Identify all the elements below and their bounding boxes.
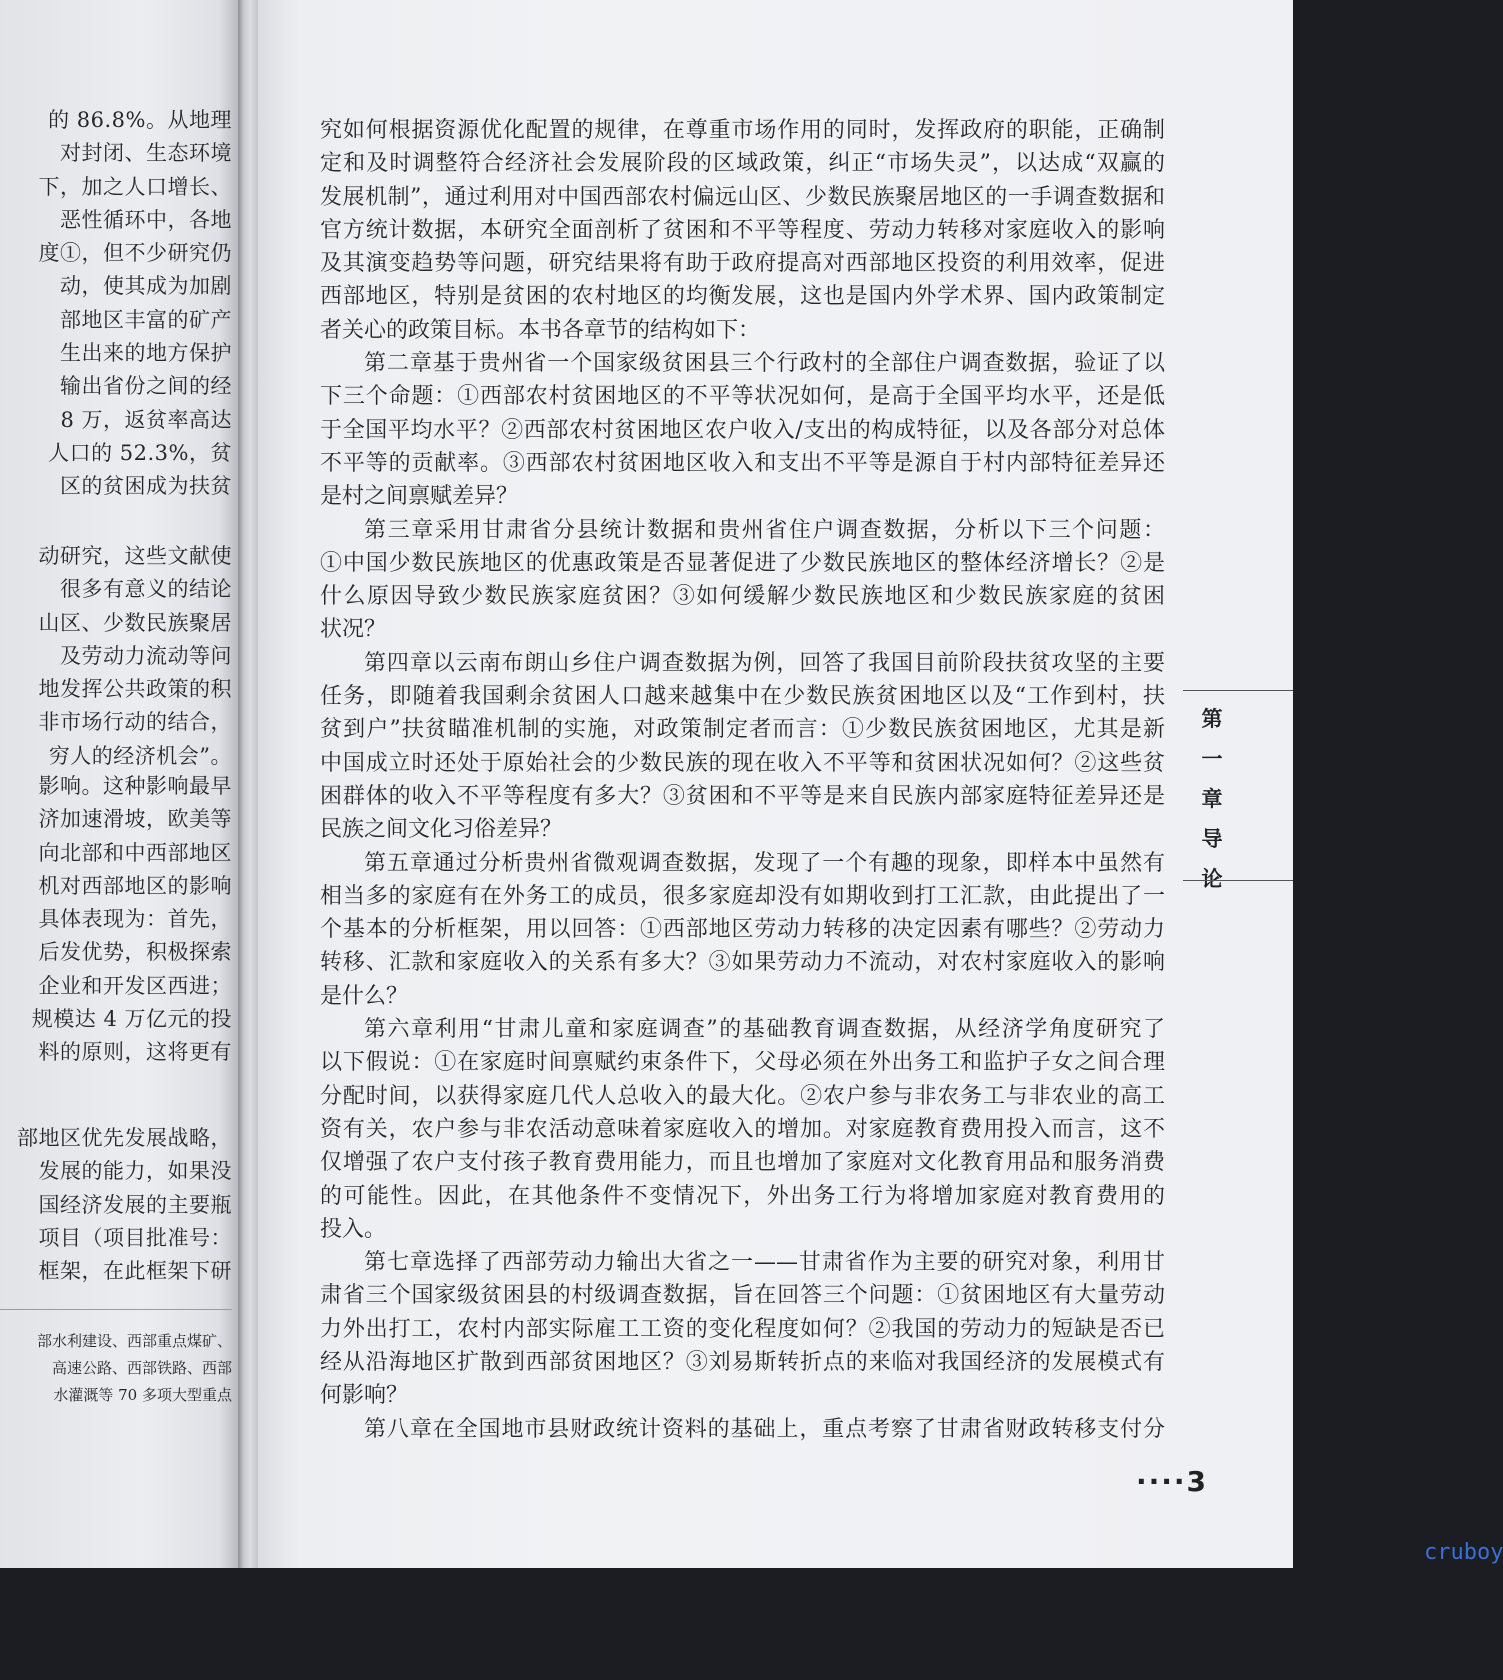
page-number: ····3 [1136,1465,1209,1498]
text-line: 定和及时调整符合经济社会发展阶段的区域政策，纠正“市场失灵”，以达成“双赢的 [320,151,1165,177]
text-line: 国经济发展的主要瓶 [38,1192,232,1217]
text-line: 第二章基于贵州省一个国家级贫困县三个行政村的全部住户调查数据，验证了以 [364,351,1165,377]
footnote-line: 部水利建设、西部重点煤矿、 [36,1332,232,1350]
text-line: 第六章利用“甘肃儿童和家庭调查”的基础教育调查数据，从经济学角度研究了 [364,1017,1165,1043]
footnote-line: 水灌溉等 70 多项大型重点 [53,1385,232,1404]
text-line: ①中国少数民族地区的优惠政策是否显著促进了少数民族地区的整体经济增长？②是 [320,550,1165,576]
text-line: 穷人的经济机会”。 [48,743,232,768]
paragraph [320,847,1165,1013]
text-line: 资有关，农户参与非农活动意味着家庭收入的增加。对家庭教育费用投入而言，这不 [320,1116,1165,1142]
text-line: 很多有意义的结论 [60,577,232,602]
chapter-tab-rule-top [1183,690,1293,691]
left-footnotes [0,1328,232,1408]
text-line: 机对西部地区的影响 [38,873,232,898]
tab-char: 导 [1201,827,1223,851]
text-line: 人口的 52.3%，贫 [48,440,232,465]
text-line: 框架，在此框架下研 [38,1259,232,1284]
text-line: 第八章在全国地市县财政统计资料的基础上，重点考察了甘肃省财政转移支付分 [364,1416,1165,1442]
text-line: 以下假说：①在家庭时间禀赋约束条件下，父母必须在外出务工和监护子女之间合理 [320,1050,1165,1076]
text-line: 项目（项目批准号： [38,1225,232,1250]
text-line: 及劳动力流动等问 [60,643,232,668]
text-line: 山区、少数民族聚居 [38,610,232,635]
text-line: 力外出打工，农村内部实际雇工工资的变化程度如何？②我国的劳动力的短缺是否已 [320,1316,1165,1342]
text-line: 部地区丰富的矿产 [60,307,232,332]
text-line: 企业和开发区西进； [38,973,232,998]
text-line: 8 万，返贫率高达 [60,407,232,432]
text-line: 何影响？ [320,1383,409,1409]
tab-char: 章 [1201,787,1223,811]
text-line: 动研究，这些文献使 [38,544,232,568]
text-line: 度①，但不少研究仍 [38,241,232,266]
text-line: 第七章选择了西部劳动力输出大省之一——甘肃省作为主要的研究对象，利用甘 [364,1250,1165,1276]
text-line: 生出来的地方保护 [60,341,232,366]
paragraph [320,114,1165,347]
text-line: 中国成立时还处于原始社会的少数民族的现在收入不平等和贫困状况如何？②这些贫 [320,750,1165,776]
text-line: 地发挥公共政策的积 [38,677,232,702]
text-line: 个基本的分析框架，用以回答：①西部地区劳动力转移的决定因素有哪些？②劳动力 [320,917,1165,943]
text-line: 投入。 [320,1216,387,1242]
text-line: 发展的能力，如果没 [38,1159,232,1184]
text-line: 规模达 4 万亿元的投 [31,1007,232,1032]
text-line: 及其演变趋势等问题，研究结果将有助于政府提高对西部地区投资的利用效率，促进 [320,251,1165,277]
text-line: 者关心的政策目标。本书各章节的结构如下： [320,317,761,343]
left-paragraph [0,104,232,504]
paragraph [320,1246,1165,1412]
paragraph [320,1413,1165,1446]
text-line: 不平等的贡献率。③西部农村贫困地区收入和支出不平等是源自于村内部特征差异还 [320,450,1165,476]
text-line: 后发优势，积极探索 [38,940,232,965]
text-line: 料的原则，这将更有 [38,1040,232,1065]
left-page [0,0,238,1568]
left-paragraph [0,770,232,1070]
text-line: 第四章以云南布朗山乡住户调查数据为例，回答了我国目前阶段扶贫攻坚的主要 [364,650,1165,676]
text-line: 下三个命题：①西部农村贫困地区的不平等状况如何，是高于全国平均水平，还是低 [320,384,1165,410]
text-line: 的可能性。因此，在其他条件不变情况下，外出务工行为将增加家庭对教育费用的 [320,1183,1165,1209]
text-line: 相当多的家庭有在外务工的成员，很多家庭却没有如期收到打工汇款，由此提出了一 [320,883,1165,909]
tab-char: 一 [1201,747,1223,771]
text-line: 影响。这种影响最早 [38,774,232,798]
body-text [320,114,1165,1446]
text-line: 西部地区，特别是贫困的农村地区的均衡发展，这也是国内外学术界、国内政策制定 [320,284,1165,310]
text-line: 第五章通过分析贵州省微观调查数据，发现了一个有趣的现象，即样本中虽然有 [364,850,1165,876]
left-paragraph [0,540,232,773]
text-line: 部地区优先发展战略， [17,1126,232,1150]
text-line: 第三章采用甘肃省分县统计数据和贵州省住户调查数据，分析以下三个问题： [364,517,1165,543]
left-paragraph [0,1122,232,1288]
text-line: 分配时间，以获得家庭几代人总收入的最大化。②农户参与非农务工与非农业的高工 [320,1083,1165,1109]
paragraph [320,347,1165,513]
text-line: 贫到户”扶贫瞄准机制的实施，对政策制定者而言：①少数民族贫困地区，尤其是新 [320,717,1165,743]
book-spine [238,0,258,1568]
chapter-tab-rule-bottom [1183,880,1293,881]
text-line: 究如何根据资源优化配置的规律，在尊重市场作用的同时，发挥政府的职能，正确制 [320,118,1165,143]
paragraph [320,647,1165,847]
text-line: 恶性循环中，各地 [60,207,232,232]
text-line: 输出省份之间的经 [60,374,232,399]
text-line: 于全国平均水平？②西部农村贫困地区农户收入/支出的构成特征，以及各部分对总体 [320,417,1165,443]
text-line: 具体表现为：首先， [38,907,232,932]
text-line: 是村之间禀赋差异？ [320,484,519,510]
text-line: 发展机制”，通过利用对中国西部农村偏远山区、少数民族聚居地区的一手调查数据和 [320,184,1165,210]
text-line: 任务，即随着我国剩余贫困人口越来越集中在少数民族贫困地区以及“工作到村，扶 [320,684,1165,710]
text-line: 动，使其成为加剧 [60,274,232,299]
text-line: 什么原因导致少数民族家庭贫困？③如何缓解少数民族地区和少数民族家庭的贫困 [320,584,1165,610]
text-line: 向北部和中西部地区 [38,840,232,865]
text-line: 官方统计数据，本研究全面剖析了贫困和不平等程度、劳动力转移对家庭收入的影响 [320,217,1165,243]
footnote-rule [0,1309,232,1310]
text-line: 转移、汇款和家庭收入的关系有多大？③如果劳动力不流动，对农村家庭收入的影响 [320,950,1165,976]
right-page [258,0,1503,1568]
text-line: 仅增强了农户支付孩子教育费用能力，而且也增加了家庭对文化教育用品和服务消费 [320,1150,1165,1176]
tab-char: 第 [1201,707,1223,731]
text-line: 是什么？ [320,983,409,1009]
paragraph [320,514,1165,647]
text-line: 状况？ [320,617,387,643]
paragraph [320,1013,1165,1246]
text-line: 下，加之人口增长、 [38,174,232,199]
text-line: 经从沿海地区扩散到西部贫困地区？③刘易斯转折点的来临对我国经济的发展模式有 [320,1349,1165,1375]
text-line: 区的贫困成为扶贫 [60,474,232,499]
watermark-text: cruboy [1424,1540,1503,1565]
text-line: 的 86.8%。从地理 [48,108,232,132]
tab-char: 论 [1201,867,1223,891]
chapter-side-tab [1195,699,1229,899]
text-line: 肃省三个国家级贫困县的村级调查数据，旨在回答三个问题：①贫困地区有大量劳动 [320,1283,1165,1309]
text-line: 困群体的收入不平等程度有多大？③贫困和不平等是来自民族内部家庭特征差异还是 [320,783,1165,809]
footnote-line: 高速公路、西部铁路、西部 [51,1358,232,1377]
text-line: 济加速滑坡，欧美等 [38,807,232,832]
text-line: 对封闭、生态环境 [60,141,232,166]
text-line: 民族之间文化习俗差异？ [320,817,563,843]
text-line: 非市场行动的结合， [38,710,232,735]
